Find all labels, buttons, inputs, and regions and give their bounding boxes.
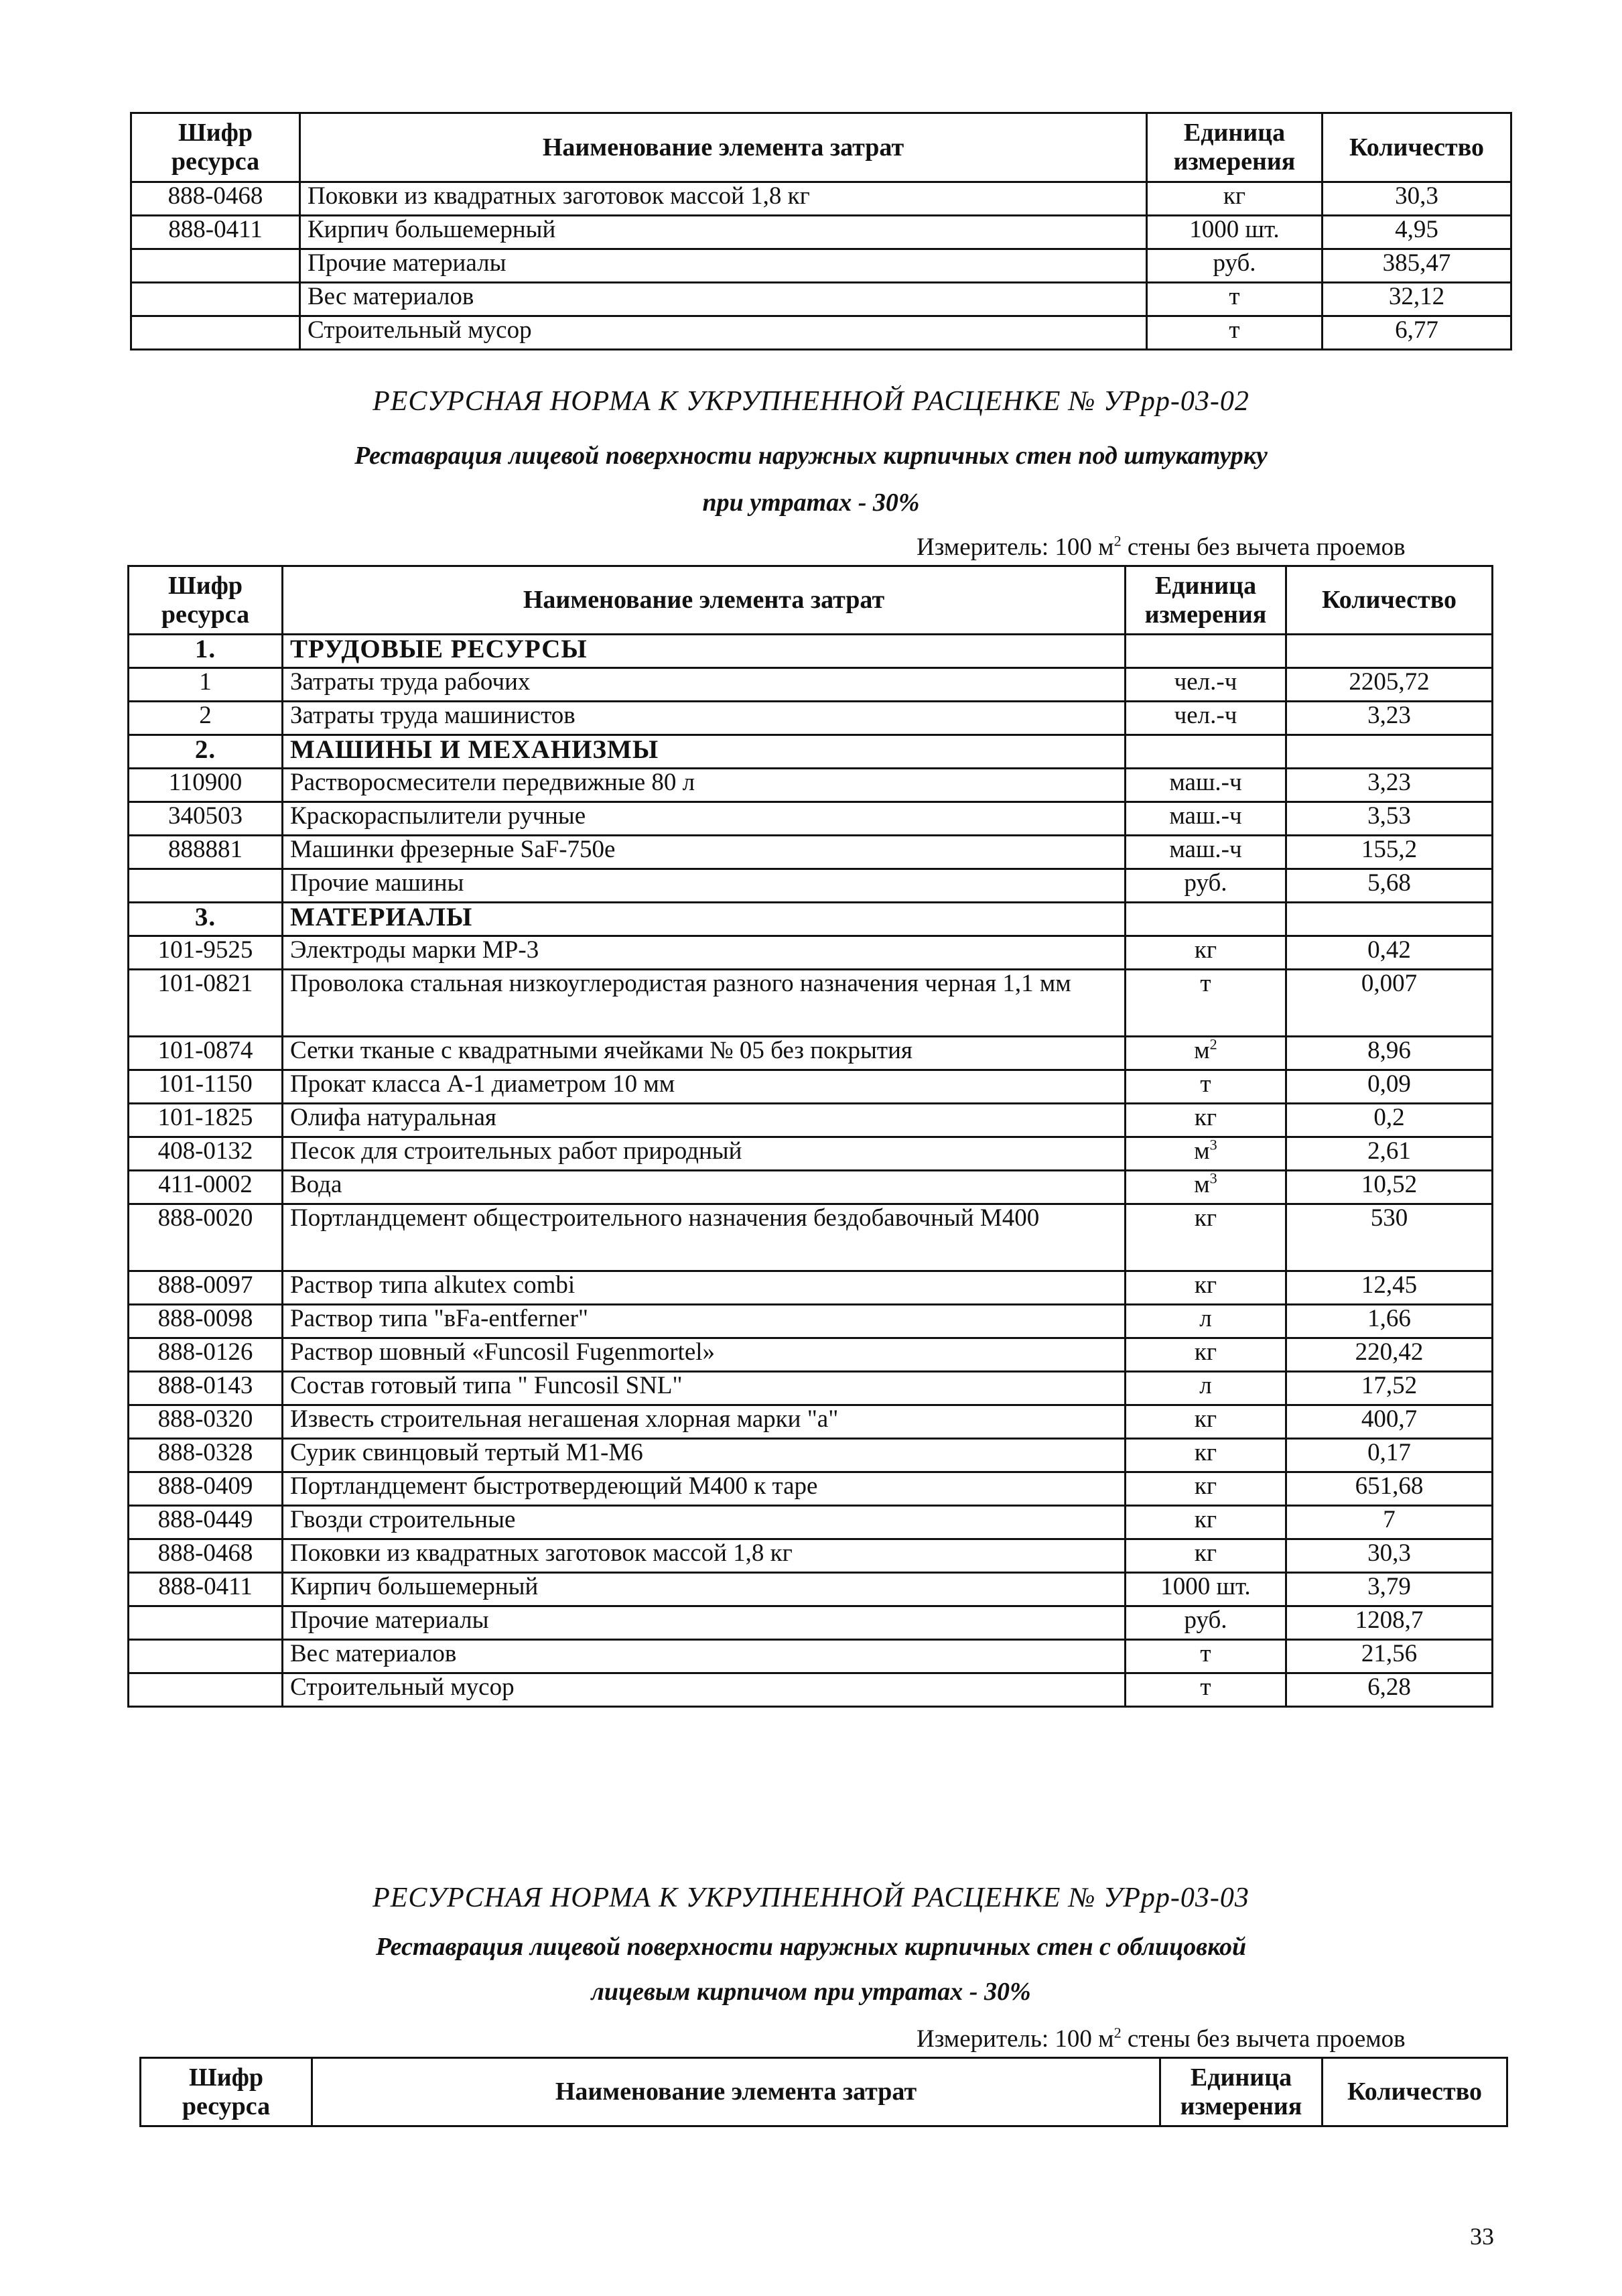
cell-unit: маш.-ч (1126, 769, 1286, 802)
cell-code: 101-0874 (129, 1037, 283, 1070)
cell-qty: 3,23 (1286, 702, 1493, 735)
col-header-unit: Единица измерения (1160, 2058, 1323, 2126)
col-header-unit: Единица измерения (1126, 566, 1286, 635)
cell-name: Гвозди строительные (283, 1506, 1126, 1539)
cell-code: 2 (129, 702, 283, 735)
cell-code: 1 (129, 668, 283, 702)
cell-name: Сетки тканые с квадратными ячейками № 05 без покрытия (283, 1037, 1126, 1070)
cell-unit: т (1126, 970, 1286, 1037)
cell-code (129, 1606, 283, 1640)
cell-qty: 385,47 (1323, 249, 1511, 283)
cell-code: 888-0468 (131, 182, 300, 216)
cell-code: 888-0411 (131, 216, 300, 249)
top-table-body (131, 182, 1511, 350)
table-row (129, 1372, 1493, 1405)
cell-code: 888-0126 (129, 1338, 283, 1372)
cell-unit: кг (1126, 1271, 1286, 1305)
cell-code: 2. (129, 735, 283, 769)
cell-unit: л (1126, 1372, 1286, 1405)
cell-unit: т (1147, 316, 1323, 350)
cell-unit: кг (1126, 1405, 1286, 1439)
cell-code: 888-0449 (129, 1506, 283, 1539)
cell-code: 340503 (129, 802, 283, 836)
cell-name: Раствор типа "вFa-entferner" (283, 1305, 1126, 1338)
col-header-code: Шифр ресурса (141, 2058, 312, 2126)
cell-name: Машинки фрезерные SaF-750e (283, 836, 1126, 869)
cell-qty: 3,53 (1286, 802, 1493, 836)
cell-qty: 220,42 (1286, 1338, 1493, 1372)
cell-qty: 3,23 (1286, 769, 1493, 802)
cell-name: Вес материалов (300, 283, 1147, 316)
cell-name: МАШИНЫ И МЕХАНИЗМЫ (283, 735, 1126, 769)
cell-code (131, 283, 300, 316)
cell-code: 888-0320 (129, 1405, 283, 1439)
cell-unit: маш.-ч (1126, 836, 1286, 869)
cell-qty: 530 (1286, 1204, 1493, 1271)
table-row (129, 1539, 1493, 1573)
cell-qty: 1208,7 (1286, 1606, 1493, 1640)
table-row (129, 1070, 1493, 1104)
col-header-name: Наименование элемента затрат (312, 2058, 1160, 2126)
cell-qty: 400,7 (1286, 1405, 1493, 1439)
table-row (129, 1439, 1493, 1472)
table-row (129, 1271, 1493, 1305)
table-row (129, 668, 1493, 702)
table-row (129, 1606, 1493, 1640)
table-row (129, 1405, 1493, 1439)
cell-code: 408-0132 (129, 1137, 283, 1171)
meter-03-03: Измеритель: 100 $м^2$ стены без вычета проемов (917, 2024, 1406, 2053)
cell-qty: 2,61 (1286, 1137, 1493, 1171)
cell-qty: 10,52 (1286, 1171, 1493, 1204)
cell-name: Краскораспылители ручные (283, 802, 1126, 836)
cell-code: 888-0098 (129, 1305, 283, 1338)
table-row (131, 283, 1511, 316)
cell-unit: маш.-ч (1126, 802, 1286, 836)
cell-unit: т (1126, 1070, 1286, 1104)
norm-title-03-02: РЕСУРСНАЯ НОРМА К УКРУПНЕННОЙ РАСЦЕНКЕ № УРрр-03-02 (373, 386, 1249, 417)
cell-unit: руб. (1126, 1606, 1286, 1640)
cell-name: Поковки из квадратных заготовок массой 1,8 кг (300, 182, 1147, 216)
cell-name: Раствор типа alkutex combi (283, 1271, 1126, 1305)
cell-unit: 1000 шт. (1126, 1573, 1286, 1606)
cell-name: Состав готовый типа " Funcosil SNL" (283, 1372, 1126, 1405)
cell-code: 101-1825 (129, 1104, 283, 1137)
cell-qty: 1,66 (1286, 1305, 1493, 1338)
cell-name: ТРУДОВЫЕ РЕСУРСЫ (283, 635, 1126, 668)
col-header-qty: Количество (1323, 2058, 1507, 2126)
table-row (131, 182, 1511, 216)
cell-code: 101-1150 (129, 1070, 283, 1104)
cell-qty: 8,96 (1286, 1037, 1493, 1070)
cell-name: Растворосмесители передвижные 80 л (283, 769, 1126, 802)
cell-name: Прочие машины (283, 869, 1126, 903)
table-row (129, 1506, 1493, 1539)
cell-name: Кирпич большемерный (283, 1573, 1126, 1606)
cell-code: 101-9525 (129, 936, 283, 970)
cell-code: 110900 (129, 769, 283, 802)
cell-code (129, 869, 283, 903)
cell-qty: 0,2 (1286, 1104, 1493, 1137)
cell-qty: 6,77 (1323, 316, 1511, 350)
cell-qty: 651,68 (1286, 1472, 1493, 1506)
cell-qty: 6,28 (1286, 1673, 1493, 1707)
cell-unit: $м^3$ (1126, 1137, 1286, 1171)
table-row (129, 1573, 1493, 1606)
cell-name: Прочие материалы (300, 249, 1147, 283)
norm-subtitle-03-02-line1: Реставрация лицевой поверхности наружных кирпичных стен под штукатурку (354, 442, 1268, 470)
cell-code (129, 1640, 283, 1673)
cell-qty: 3,79 (1286, 1573, 1493, 1606)
cell-code: 888-0409 (129, 1472, 283, 1506)
section-row (129, 735, 1493, 769)
cell-unit (1126, 735, 1286, 769)
cell-name: Строительный мусор (300, 316, 1147, 350)
top-resource-table (130, 112, 1512, 350)
table-row (129, 702, 1493, 735)
table-row (131, 316, 1511, 350)
cell-code: 888-0328 (129, 1439, 283, 1472)
table-row (129, 970, 1493, 1037)
cell-unit: 1000 шт. (1147, 216, 1323, 249)
cell-qty: 30,3 (1286, 1539, 1493, 1573)
cell-qty: 0,09 (1286, 1070, 1493, 1104)
col-header-code: Шифр ресурса (131, 113, 300, 182)
cell-code: 888-0143 (129, 1372, 283, 1405)
cell-qty: 0,007 (1286, 970, 1493, 1037)
cell-unit: $м^3$ (1126, 1171, 1286, 1204)
cell-qty (1286, 735, 1493, 769)
col-header-qty: Количество (1286, 566, 1493, 635)
table-row (129, 769, 1493, 802)
section-row (129, 903, 1493, 936)
col-header-code: Шифр ресурса (129, 566, 283, 635)
cell-qty (1286, 635, 1493, 668)
table-row (129, 1104, 1493, 1137)
table-row (129, 1305, 1493, 1338)
cell-qty: 0,42 (1286, 936, 1493, 970)
cell-name: Электроды марки МР-3 (283, 936, 1126, 970)
cell-unit: кг (1147, 182, 1323, 216)
cell-qty: 0,17 (1286, 1439, 1493, 1472)
cell-unit: т (1147, 283, 1323, 316)
cell-unit: кг (1126, 936, 1286, 970)
cell-unit (1126, 903, 1286, 936)
norm-subtitle-03-03-line1: Реставрация лицевой поверхности наружных кирпичных стен с облицовкой (375, 1933, 1247, 1961)
resource-table-03-02 (127, 565, 1493, 1708)
section-row (129, 635, 1493, 668)
col-header-name: Наименование элемента затрат (283, 566, 1126, 635)
cell-name: Строительный мусор (283, 1673, 1126, 1707)
table-row (129, 1338, 1493, 1372)
cell-unit: кг (1126, 1104, 1286, 1137)
norm-subtitle-03-03-line2: лицевым кирпичом при утратах - 30% (591, 1978, 1031, 2006)
table-row (129, 1673, 1493, 1707)
cell-code (129, 1673, 283, 1707)
cell-unit: руб. (1147, 249, 1323, 283)
table-row (129, 1137, 1493, 1171)
cell-unit: $м^2$ (1126, 1037, 1286, 1070)
cell-unit: руб. (1126, 869, 1286, 903)
cell-name: Олифа натуральная (283, 1104, 1126, 1137)
cell-unit: кг (1126, 1506, 1286, 1539)
table-row (131, 249, 1511, 283)
cell-code (131, 316, 300, 350)
cell-code (131, 249, 300, 283)
cell-name: Затраты труда рабочих (283, 668, 1126, 702)
page-number: 33 (1470, 2223, 1494, 2250)
cell-name: Сурик свинцовый тертый М1-М6 (283, 1439, 1126, 1472)
cell-qty: 7 (1286, 1506, 1493, 1539)
cell-name: МАТЕРИАЛЫ (283, 903, 1126, 936)
cell-unit: т (1126, 1673, 1286, 1707)
cell-name: Раствор шовный «Funcosil Fugenmortel» (283, 1338, 1126, 1372)
table-row (129, 1472, 1493, 1506)
cell-name: Затраты труда машинистов (283, 702, 1126, 735)
cell-unit: л (1126, 1305, 1286, 1338)
table-row (129, 936, 1493, 970)
table-row (129, 836, 1493, 869)
cell-code: 411-0002 (129, 1171, 283, 1204)
cell-unit: кг (1126, 1204, 1286, 1271)
cell-name: Кирпич большемерный (300, 216, 1147, 249)
table-row (129, 802, 1493, 836)
cell-qty: 32,12 (1323, 283, 1511, 316)
cell-name: Песок для строительных работ природный (283, 1137, 1126, 1171)
meter-03-02: Измеритель: 100 $м^2$ стены без вычета проемов (917, 532, 1406, 561)
cell-qty: 155,2 (1286, 836, 1493, 869)
cell-unit (1126, 635, 1286, 668)
cell-unit: кг (1126, 1472, 1286, 1506)
cell-code: 888-0468 (129, 1539, 283, 1573)
table-03-02-body (129, 635, 1493, 1707)
cell-unit: чел.-ч (1126, 668, 1286, 702)
cell-name: Портландцемент быстротвердеющий М400 к таре (283, 1472, 1126, 1506)
table-row (129, 1037, 1493, 1070)
cell-unit: т (1126, 1640, 1286, 1673)
cell-qty: 2205,72 (1286, 668, 1493, 702)
cell-name: Проволока стальная низкоуглеродистая разного назначения черная 1,1 мм (283, 970, 1126, 1037)
table-row (129, 1171, 1493, 1204)
cell-unit: кг (1126, 1539, 1286, 1573)
cell-qty: 12,45 (1286, 1271, 1493, 1305)
table-row (129, 1204, 1493, 1271)
cell-unit: чел.-ч (1126, 702, 1286, 735)
col-header-name: Наименование элемента затрат (300, 113, 1147, 182)
cell-qty: 17,52 (1286, 1372, 1493, 1405)
cell-code: 888881 (129, 836, 283, 869)
cell-name: Вода (283, 1171, 1126, 1204)
cell-name: Известь строительная негашеная хлорная марки "а" (283, 1405, 1126, 1439)
cell-code: 3. (129, 903, 283, 936)
table-row (131, 216, 1511, 249)
cell-unit: кг (1126, 1439, 1286, 1472)
cell-code: 888-0411 (129, 1573, 283, 1606)
cell-qty: 30,3 (1323, 182, 1511, 216)
cell-code: 888-0097 (129, 1271, 283, 1305)
norm-subtitle-03-02-line2: при утратах - 30% (702, 489, 920, 517)
cell-code: 101-0821 (129, 970, 283, 1037)
cell-qty: 5,68 (1286, 869, 1493, 903)
col-header-unit: Единица измерения (1147, 113, 1323, 182)
cell-name: Поковки из квадратных заготовок массой 1,8 кг (283, 1539, 1126, 1573)
cell-name: Портландцемент общестроительного назначения бездобавочный М400 (283, 1204, 1126, 1271)
cell-name: Прочие материалы (283, 1606, 1126, 1640)
cell-code: 888-0020 (129, 1204, 283, 1271)
table-row (129, 869, 1493, 903)
cell-name: Прокат класса А-1 диаметром 10 мм (283, 1070, 1126, 1104)
resource-table-03-03 (139, 2057, 1508, 2127)
cell-unit: кг (1126, 1338, 1286, 1372)
norm-title-03-03: РЕСУРСНАЯ НОРМА К УКРУПНЕННОЙ РАСЦЕНКЕ № УРрр-03-03 (373, 1883, 1249, 1913)
cell-qty: 4,95 (1323, 216, 1511, 249)
cell-code: 1. (129, 635, 283, 668)
cell-qty (1286, 903, 1493, 936)
cell-qty: 21,56 (1286, 1640, 1493, 1673)
col-header-qty: Количество (1323, 113, 1511, 182)
cell-name: Вес материалов (283, 1640, 1126, 1673)
table-row (129, 1640, 1493, 1673)
